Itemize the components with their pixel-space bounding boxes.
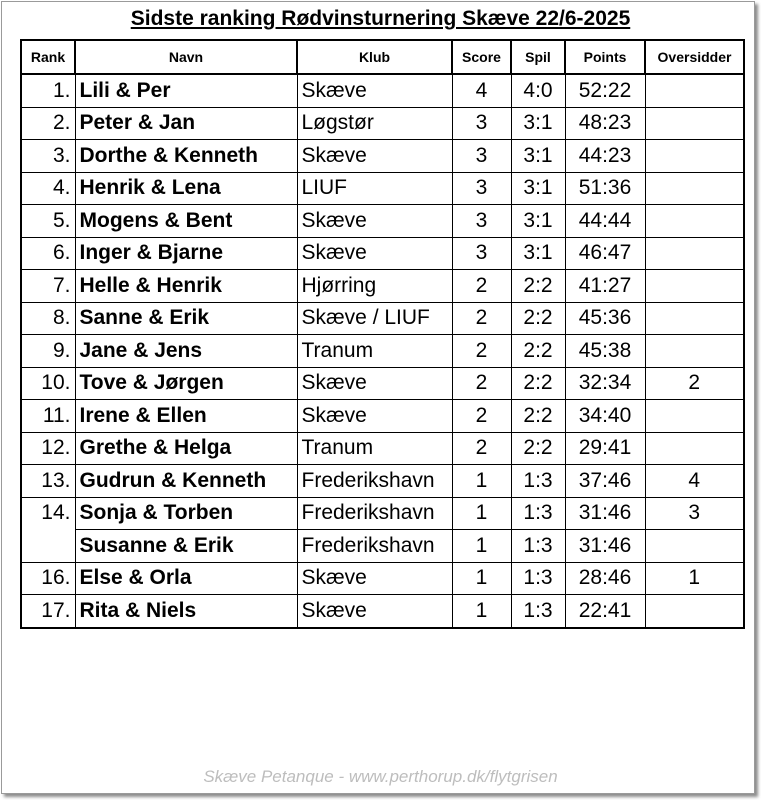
cell-score: 2 xyxy=(452,367,511,400)
table-row xyxy=(21,74,744,107)
cell-oversidder xyxy=(645,172,744,205)
cell-points: 28:46 xyxy=(565,562,645,595)
ranking-table xyxy=(20,39,745,629)
cell-klub: LIUF xyxy=(297,172,452,205)
table-row xyxy=(21,465,744,498)
cell-navn: Henrik & Lena xyxy=(75,172,297,205)
cell-rank: 7. xyxy=(21,270,75,303)
cell-points: 32:34 xyxy=(565,367,645,400)
table-row xyxy=(21,400,744,433)
cell-points: 31:46 xyxy=(565,530,645,563)
cell-klub: Tranum xyxy=(297,432,452,465)
cell-spil: 3:1 xyxy=(511,172,565,205)
cell-oversidder: 3 xyxy=(645,497,744,530)
cell-rank: 6. xyxy=(21,237,75,270)
cell-klub: Skæve xyxy=(297,367,452,400)
cell-points: 37:46 xyxy=(565,465,645,498)
header-row xyxy=(21,40,744,74)
page-title: Sidste ranking Rødvinsturnering Skæve 22/6-2025 xyxy=(130,7,631,30)
table-row xyxy=(21,367,744,400)
cell-klub: Skæve xyxy=(297,595,452,628)
cell-oversidder: 4 xyxy=(645,465,744,498)
cell-rank: 2. xyxy=(21,107,75,140)
cell-oversidder xyxy=(645,74,744,107)
cell-spil: 2:2 xyxy=(511,335,565,368)
footer-credit: Skæve Petanque - www.perthorup.dk/flytgrisen xyxy=(203,767,558,786)
cell-navn: Sonja & Torben xyxy=(75,497,297,530)
cell-spil: 2:2 xyxy=(511,400,565,433)
cell-spil: 2:2 xyxy=(511,270,565,303)
cell-spil: 4:0 xyxy=(511,74,565,107)
cell-klub: Skæve xyxy=(297,400,452,433)
cell-rank: 14. xyxy=(21,497,75,530)
cell-score: 1 xyxy=(452,530,511,563)
cell-score: 2 xyxy=(452,400,511,433)
cell-oversidder xyxy=(645,107,744,140)
cell-rank: 3. xyxy=(21,140,75,173)
cell-klub: Hjørring xyxy=(297,270,452,303)
cell-navn: Mogens & Bent xyxy=(75,205,297,238)
cell-points: 48:23 xyxy=(565,107,645,140)
cell-navn: Gudrun & Kenneth xyxy=(75,465,297,498)
cell-oversidder xyxy=(645,335,744,368)
table-row xyxy=(21,302,744,335)
cell-rank: 9. xyxy=(21,335,75,368)
cell-points: 52:22 xyxy=(565,74,645,107)
cell-klub: Frederikshavn xyxy=(297,465,452,498)
cell-points: 41:27 xyxy=(565,270,645,303)
table-row xyxy=(21,335,744,368)
cell-klub: Tranum xyxy=(297,335,452,368)
cell-spil: 2:2 xyxy=(511,367,565,400)
table-row xyxy=(21,107,744,140)
cell-oversidder xyxy=(645,302,744,335)
cell-klub: Skæve xyxy=(297,205,452,238)
cell-points: 34:40 xyxy=(565,400,645,433)
cell-score: 2 xyxy=(452,270,511,303)
cell-score: 2 xyxy=(452,302,511,335)
table-row xyxy=(21,497,744,530)
cell-navn: Dorthe & Kenneth xyxy=(75,140,297,173)
cell-oversidder xyxy=(645,432,744,465)
table-row xyxy=(21,140,744,173)
cell-rank: 10. xyxy=(21,367,75,400)
cell-navn: Irene & Ellen xyxy=(75,400,297,433)
cell-klub: Skæve xyxy=(297,140,452,173)
cell-points: 22:41 xyxy=(565,595,645,628)
cell-navn: Peter & Jan xyxy=(75,107,297,140)
cell-oversidder: 2 xyxy=(645,367,744,400)
cell-oversidder: 1 xyxy=(645,562,744,595)
cell-navn: Sanne & Erik xyxy=(75,302,297,335)
cell-oversidder xyxy=(645,205,744,238)
cell-klub: Frederikshavn xyxy=(297,530,452,563)
cell-klub: Skæve xyxy=(297,74,452,107)
cell-score: 3 xyxy=(452,237,511,270)
col-header-klub: Klub xyxy=(297,40,452,74)
cell-navn: Helle & Henrik xyxy=(75,270,297,303)
cell-klub: Skæve xyxy=(297,237,452,270)
cell-points: 31:46 xyxy=(565,497,645,530)
cell-score: 3 xyxy=(452,172,511,205)
cell-oversidder xyxy=(645,140,744,173)
table-row xyxy=(21,172,744,205)
cell-score: 2 xyxy=(452,432,511,465)
cell-navn: Tove & Jørgen xyxy=(75,367,297,400)
cell-klub: Frederikshavn xyxy=(297,497,452,530)
cell-navn: Grethe & Helga xyxy=(75,432,297,465)
cell-klub: Skæve xyxy=(297,562,452,595)
cell-rank: 4. xyxy=(21,172,75,205)
col-header-oversidder: Oversidder xyxy=(645,40,744,74)
table-row xyxy=(21,595,744,628)
cell-spil: 3:1 xyxy=(511,140,565,173)
cell-spil: 1:3 xyxy=(511,595,565,628)
cell-spil: 1:3 xyxy=(511,562,565,595)
cell-navn: Inger & Bjarne xyxy=(75,237,297,270)
cell-rank: 8. xyxy=(21,302,75,335)
cell-navn: Susanne & Erik xyxy=(75,530,297,563)
cell-spil: 1:3 xyxy=(511,530,565,563)
cell-score: 2 xyxy=(452,335,511,368)
table-row xyxy=(21,205,744,238)
cell-klub: Løgstør xyxy=(297,107,452,140)
cell-oversidder xyxy=(645,400,744,433)
table-row xyxy=(21,237,744,270)
cell-navn: Rita & Niels xyxy=(75,595,297,628)
cell-score: 4 xyxy=(452,74,511,107)
table-row xyxy=(21,530,744,563)
table-row xyxy=(21,562,744,595)
cell-spil: 1:3 xyxy=(511,497,565,530)
cell-rank: 16. xyxy=(21,562,75,595)
cell-rank: 17. xyxy=(21,595,75,628)
col-header-navn: Navn xyxy=(75,40,297,74)
cell-oversidder xyxy=(645,270,744,303)
cell-rank: 5. xyxy=(21,205,75,238)
cell-navn: Lili & Per xyxy=(75,74,297,107)
cell-spil: 3:1 xyxy=(511,107,565,140)
cell-score: 3 xyxy=(452,205,511,238)
cell-oversidder xyxy=(645,237,744,270)
cell-rank: 11. xyxy=(21,400,75,433)
cell-points: 46:47 xyxy=(565,237,645,270)
cell-points: 45:38 xyxy=(565,335,645,368)
cell-points: 29:41 xyxy=(565,432,645,465)
cell-rank: 12. xyxy=(21,432,75,465)
table-row xyxy=(21,432,744,465)
cell-spil: 2:2 xyxy=(511,432,565,465)
cell-points: 44:44 xyxy=(565,205,645,238)
cell-score: 1 xyxy=(452,497,511,530)
cell-points: 51:36 xyxy=(565,172,645,205)
cell-oversidder xyxy=(645,595,744,628)
cell-spil: 1:3 xyxy=(511,465,565,498)
cell-score: 3 xyxy=(452,107,511,140)
cell-rank: 13. xyxy=(21,465,75,498)
cell-score: 1 xyxy=(452,595,511,628)
table-row xyxy=(21,270,744,303)
cell-score: 1 xyxy=(452,562,511,595)
cell-spil: 3:1 xyxy=(511,205,565,238)
cell-navn: Else & Orla xyxy=(75,562,297,595)
cell-spil: 3:1 xyxy=(511,237,565,270)
cell-rank xyxy=(21,530,75,563)
col-header-points: Points xyxy=(565,40,645,74)
cell-score: 1 xyxy=(452,465,511,498)
col-header-spil: Spil xyxy=(511,40,565,74)
col-header-score: Score xyxy=(452,40,511,74)
col-header-rank: Rank xyxy=(21,40,75,74)
cell-spil: 2:2 xyxy=(511,302,565,335)
cell-oversidder xyxy=(645,530,744,563)
cell-points: 44:23 xyxy=(565,140,645,173)
cell-score: 3 xyxy=(452,140,511,173)
cell-points: 45:36 xyxy=(565,302,645,335)
cell-rank: 1. xyxy=(21,74,75,107)
cell-klub: Skæve / LIUF xyxy=(297,302,452,335)
cell-navn: Jane & Jens xyxy=(75,335,297,368)
